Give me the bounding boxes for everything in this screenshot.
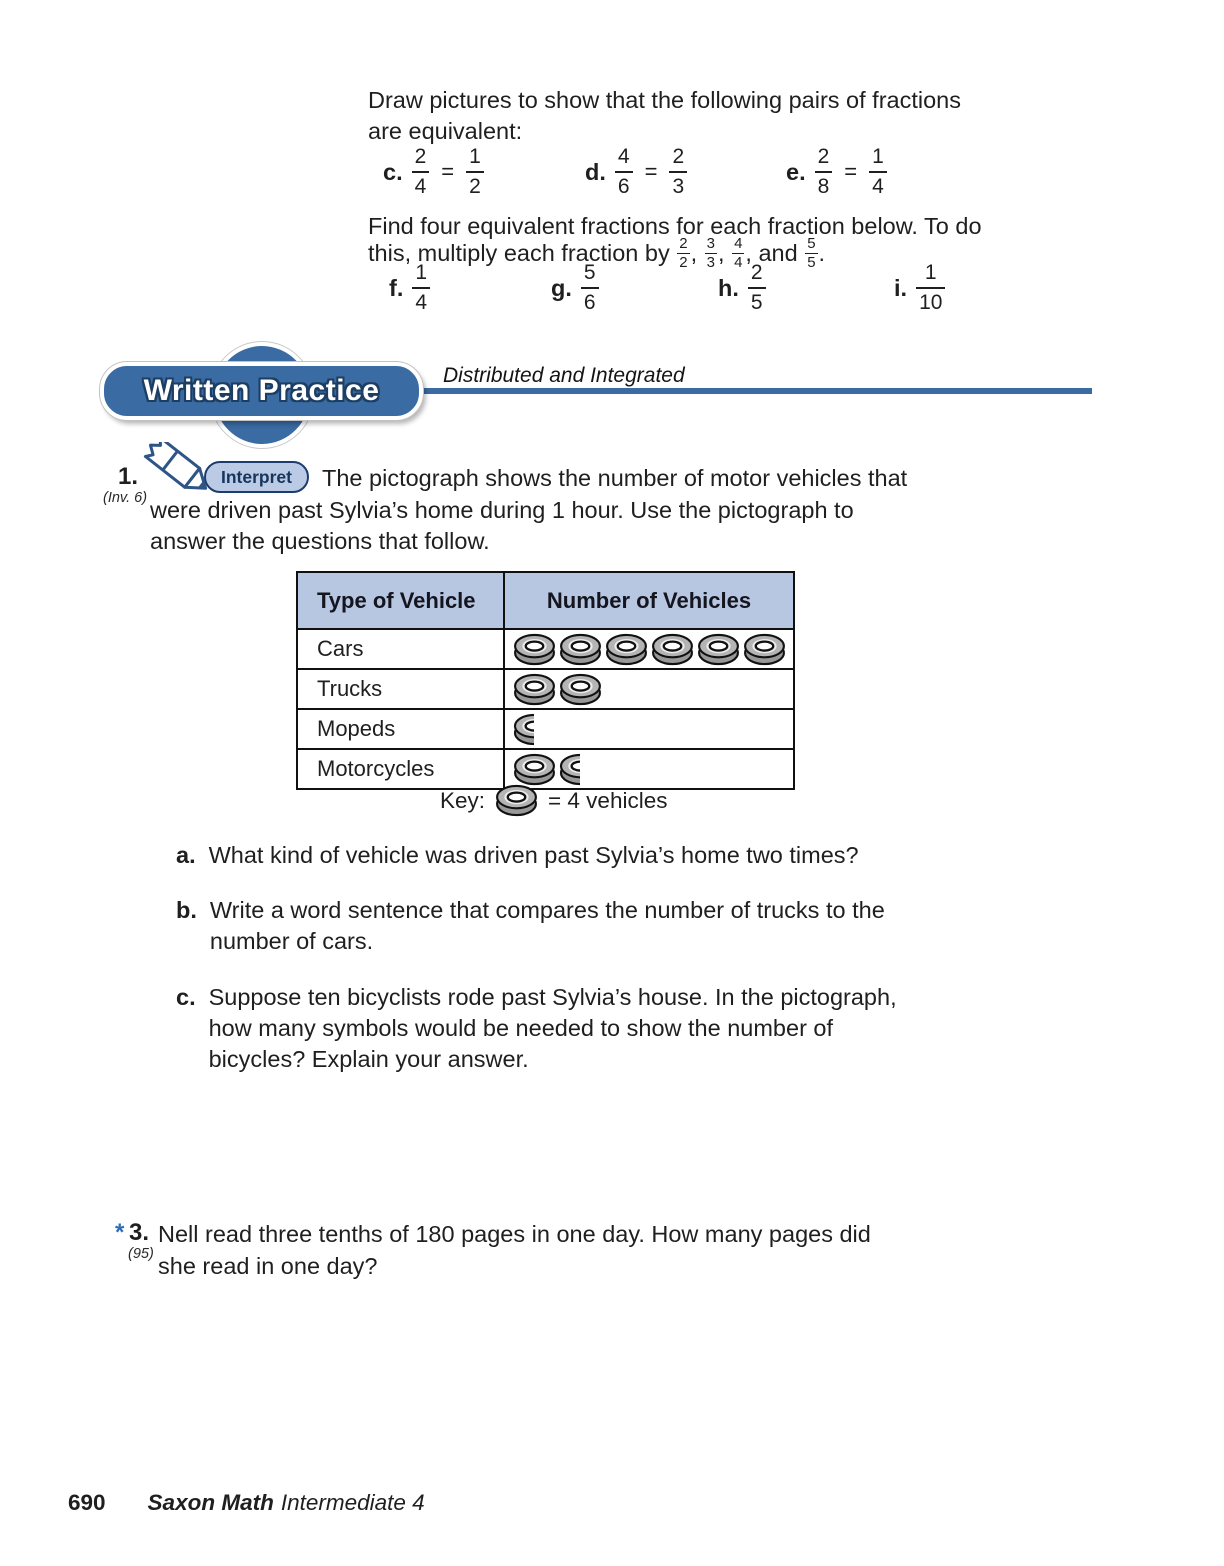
tire-icon [512,673,557,706]
pictograph-header-type: Type of Vehicle [298,573,503,628]
fraction-single-f: f. 1 4 [389,262,430,314]
fraction-pair-label: d. [585,158,606,185]
key-value: = 4 vehicles [548,787,668,813]
pictograph-row-label: Motorcycles [298,748,503,788]
equals-sign: = [441,159,455,185]
pencil-icon [136,442,220,502]
fraction: 1 10 [916,262,945,314]
pictograph-header-number: Number of Vehicles [503,573,793,628]
problem-1-number: 1. [118,463,139,490]
tire-icon [696,633,741,666]
problem-3-line-1: Nell read three tenths of 180 pages in one day. How many pages did [158,1221,871,1247]
tire-icon [512,633,557,666]
tire-icon [512,753,557,786]
question-b: b. Write a word sentence that compares the number of trucks to the number of cars. [176,895,885,957]
tire-icon [494,784,539,817]
small-fraction: 4 4 [734,235,743,272]
fraction: $\frac{1}{2}$ [466,146,484,198]
intro-line-3: Find four equivalent fractions for each fraction below. To do [368,213,982,239]
small-fraction: 3 3 [706,235,715,272]
question-c: c. Suppose ten bicyclists rode past Sylvia’s house. In the pictograph, how many symbols would be needed to show the number of bicycles? Explain your answer. [176,982,897,1075]
problem-3-line-2: she read in one day? [158,1253,378,1279]
question-c-line-3: bicycles? Explain your answer. [208,1046,529,1072]
fraction: 1 4 [412,262,430,314]
fraction-single-g: g. 5 6 [551,262,599,314]
pictograph-symbols-mopeds [503,708,793,748]
fraction: $\frac{2}{4}$ [412,146,430,198]
pictograph-row-label: Mopeds [298,708,503,748]
problem-1-line-1: The pictograph shows the number of motor vehicles that [322,465,908,491]
banner-rule [420,388,1092,394]
tire-icon [604,633,649,666]
question-b-line-1: Write a word sentence that compares the number of trucks to the [209,897,885,923]
equals-sign: = [644,159,658,185]
question-a-line-1: What kind of vehicle was driven past Sylvia’s home two times? [208,842,859,868]
intro-line-2: are equivalent: [368,118,523,144]
intro-line-4: this, multiply each fraction by 2 2 , 3 3 , 4 4 , and 5 5 . [368,235,826,272]
small-fraction: 2 2 [679,235,688,272]
tire-icon [650,633,695,666]
banner-subtitle: Distributed and Integrated [443,364,685,387]
half-tire-icon [558,753,580,786]
book-subtitle: Intermediate 4 [280,1490,425,1515]
fraction-single-h: h. 2 5 [718,262,766,314]
problem-3-reference: (95) [128,1246,154,1262]
small-fraction: 5 5 [807,235,816,272]
pictograph-row-label: Trucks [298,668,503,708]
book-title: Saxon Math [147,1490,274,1515]
pictograph-symbols-trucks [503,668,793,708]
tire-icon [742,633,787,666]
intro-line-4-prefix: this, multiply each fraction by [368,239,677,266]
equals-sign: = [844,159,858,185]
page-footer [68,1490,425,1516]
half-tire-icon [512,713,534,746]
pictograph-key [440,784,667,817]
intro-line-1: Draw pictures to show that the following pairs of fractions [368,87,961,113]
fraction-single-i: i. 1 10 [894,262,945,314]
fraction-pair-c [383,146,484,198]
fraction: 2 5 [748,262,766,314]
tire-icon [558,673,603,706]
fraction: 5 6 [581,262,599,314]
fraction-pair-d [585,146,687,198]
fraction: $\frac{1}{4}$ [869,146,887,198]
problem-1-line-3: answer the questions that follow. [150,528,490,554]
banner-title: Written Practice [143,374,380,407]
page-number: 690 [68,1490,106,1515]
key-label: Key: [440,787,486,813]
question-c-line-2: how many symbols would be needed to show the number of [208,1015,834,1041]
pictograph-symbols-cars [503,628,793,668]
fraction: $\frac{2}{8}$ [815,146,833,198]
question-b-line-2: number of cars. [209,928,374,954]
fraction: $\frac{2}{3}$ [669,146,687,198]
pictograph-table [296,571,795,790]
problem-3-number: 3. [129,1219,150,1246]
tire-icon [558,633,603,666]
problem-3-star: * [115,1219,125,1246]
written-practice-badge [100,362,423,420]
fraction-pair-e [786,146,887,198]
question-a: a. What kind of vehicle was driven past Sylvia’s home two times? [176,840,859,871]
pictograph-symbols-motorcycles [503,748,793,788]
question-c-line-1: Suppose ten bicyclists rode past Sylvia’s house. In the pictograph, [208,984,897,1010]
problem-1-reference: (Inv. 6) [103,490,148,506]
fraction-pair-label: e. [786,158,806,185]
fraction-pair-label: c. [383,158,403,185]
pictograph-row-label: Cars [298,628,503,668]
problem-1-line-2: were driven past Sylvia’s home during 1 hour. Use the pictograph to [150,497,854,523]
interpret-badge-label: Interpret [221,467,292,487]
fraction: $\frac{4}{6}$ [615,146,633,198]
